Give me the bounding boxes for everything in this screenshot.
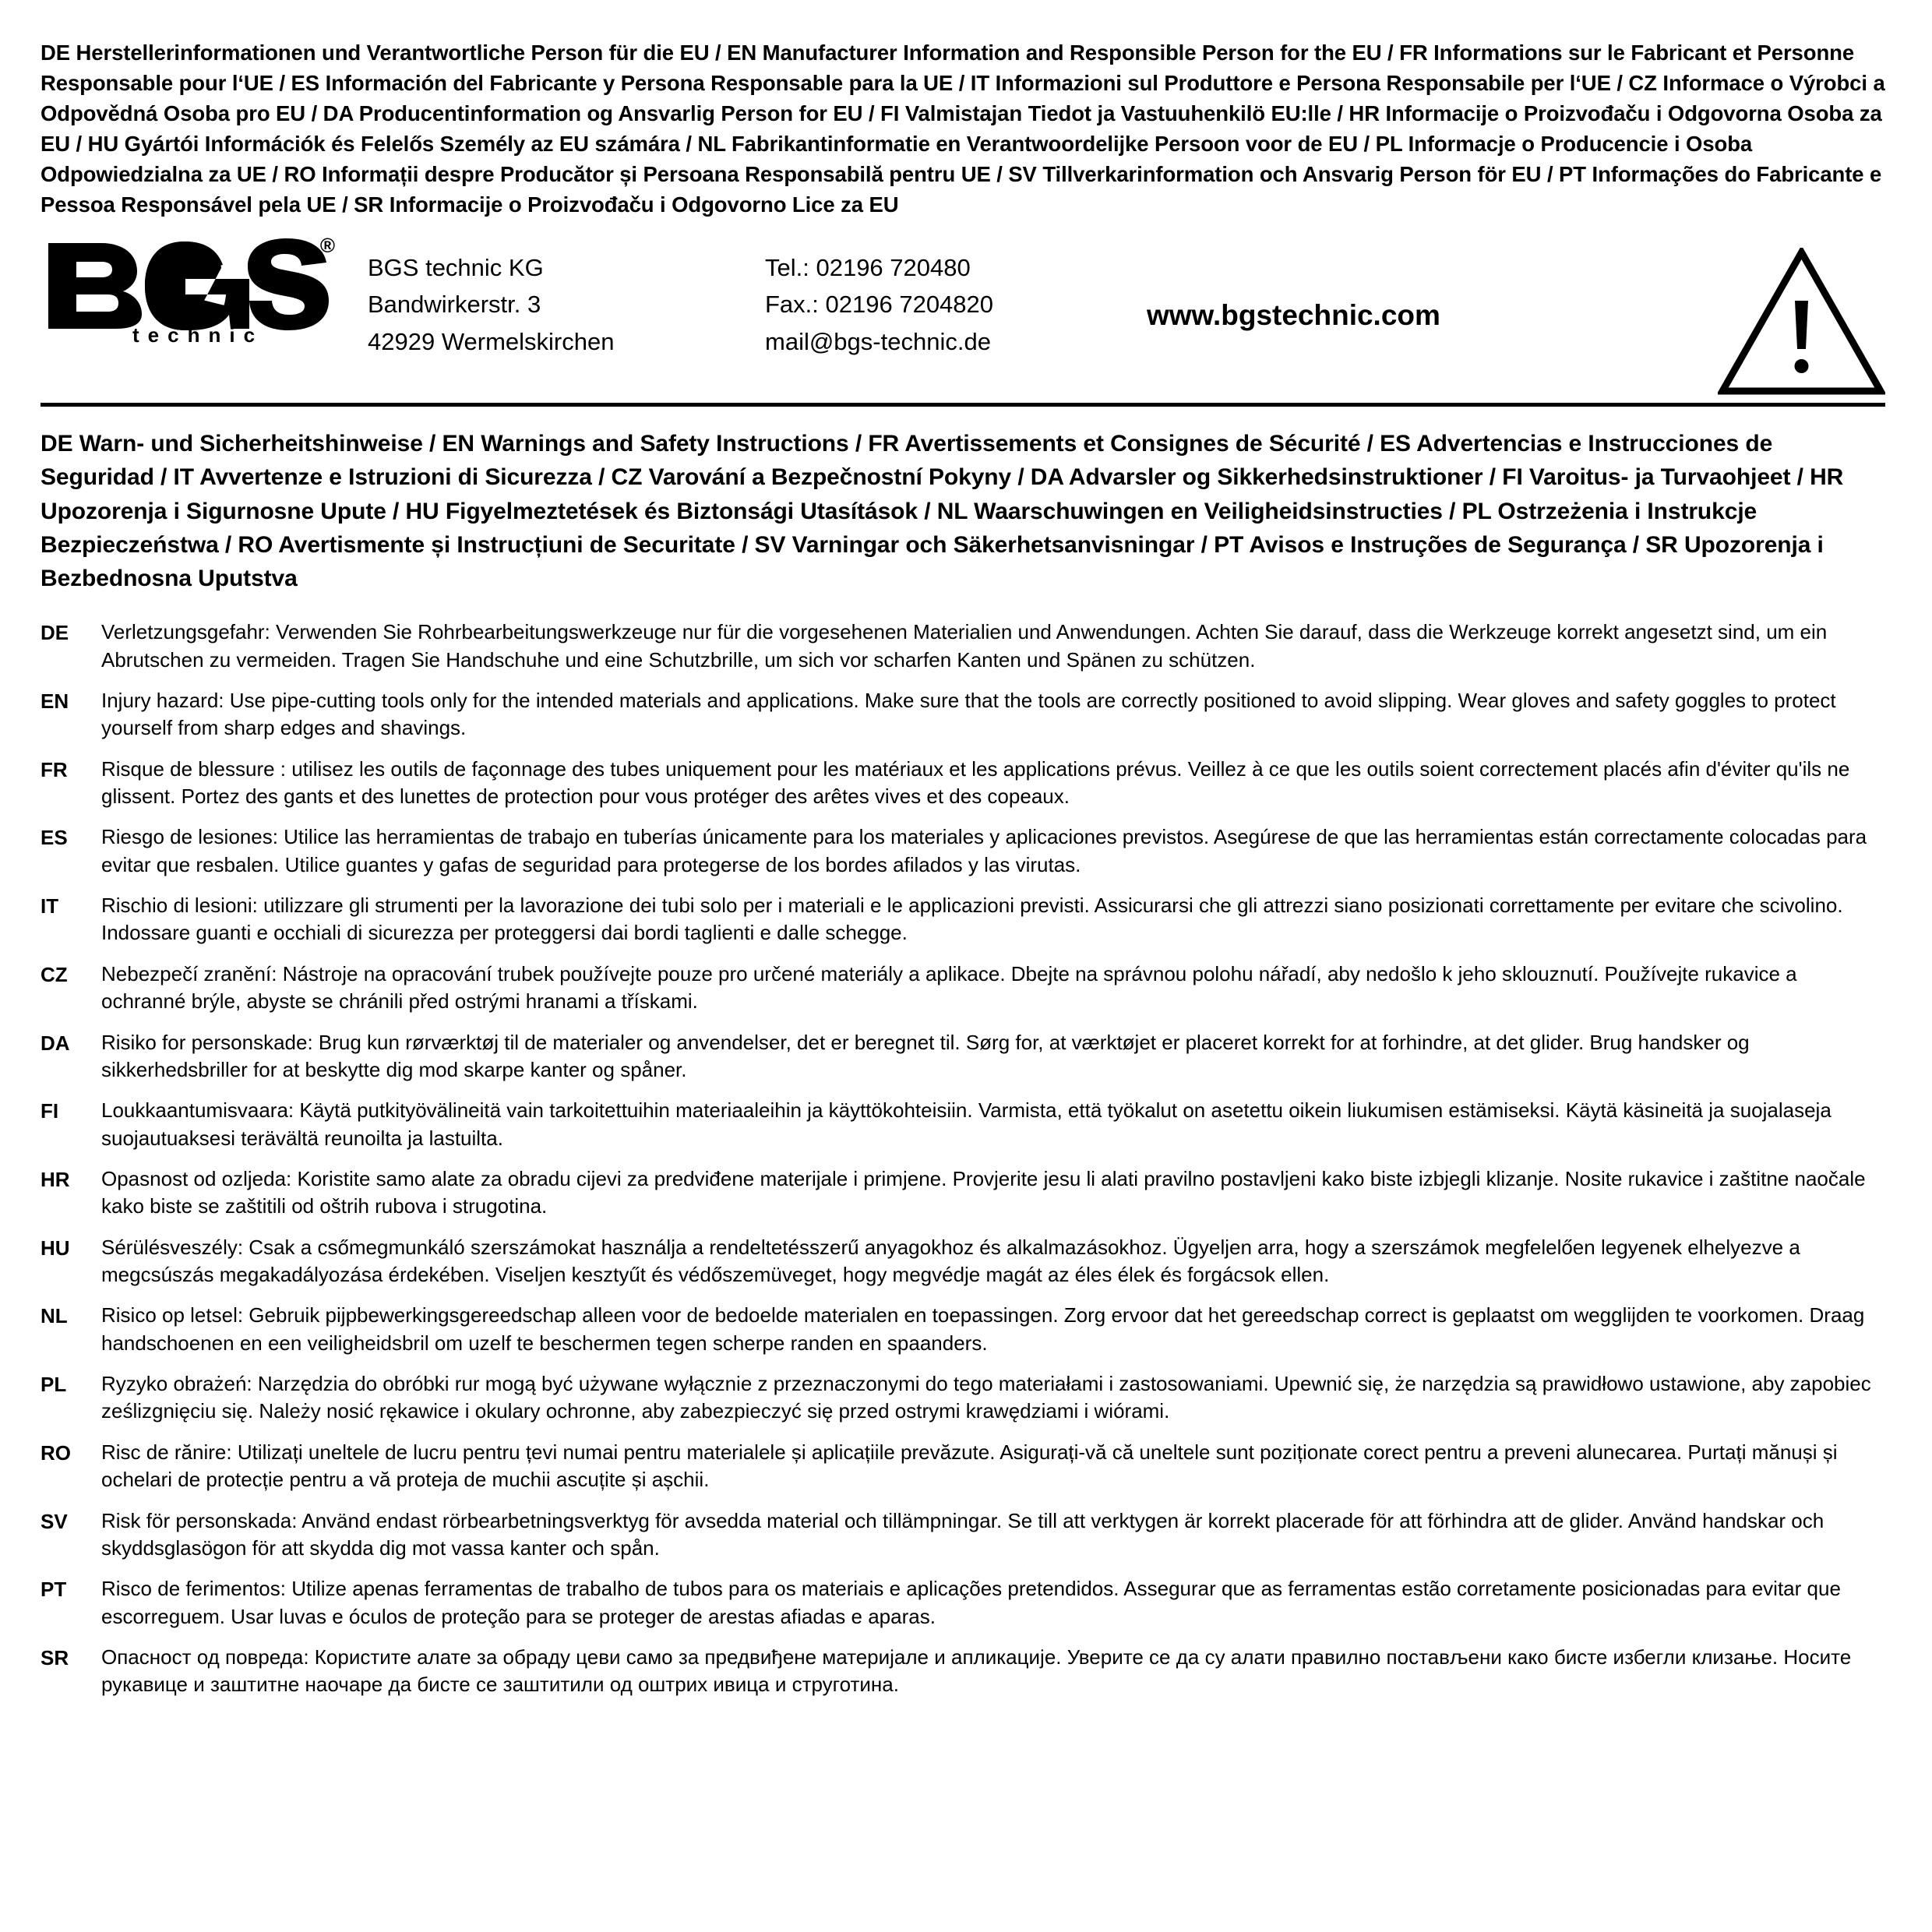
warning-item-pt <box>41 1575 1885 1631</box>
warning-triangle-icon <box>1706 231 1885 396</box>
warning-text: Riesgo de lesiones: Utilice las herramientas de trabajo en tuberías únicamente para los materiales y aplicaciones previstos. Asegúrese de que las herramientas están correctamente colocadas para evitar que resbalen. Utilice guantes y gafas de seguridad para protegerse de los bordes afilados y las virutas. <box>101 825 1867 876</box>
warning-item-hr <box>41 1165 1885 1221</box>
warning-text: Injury hazard: Use pipe-cutting tools only for the intended materials and applications. Make sure that the tools are correctly positioned to avoid slipping. Wear gloves and safety goggles to protect yourself from sharp edges and shavings. <box>101 688 1836 740</box>
language-code: PT <box>41 1578 67 1602</box>
warning-item-pl <box>41 1370 1885 1426</box>
warning-item-da <box>41 1029 1885 1084</box>
language-code: SV <box>41 1509 68 1533</box>
warnings-heading: DE Warn- und Sicherheitshinweise / EN Warnings and Safety Instructions / FR Avertissements et Consignes de Sécurité / ES Advertencias e Instrucciones de Seguridad / IT Avvertenze e Istruzioni di Sicurezza / CZ Varování a Bezpečnostní Pokyny / DA Advarsler og Sikkerhedsinstruktioner / FI Varoitus- ja Turvaohjeet / HR Upozorenja i Sigurnosne Upute / HU Figyelmeztetések és Biztonsági Utasítások / NL Waarschuwingen en Veiligheidsinstructies / PL Ostrzeżenia i Instrukcje Bezpieczeństwa / RO Avertismente și Instrucțiuni de Securitate / SV Varningar och Säkerhetsanvisningar / PT Avisos e Instruções de Segurança / SR Upozorenja i Bezbednosna Uputstva <box>41 431 1844 592</box>
language-code: FR <box>41 757 68 781</box>
company-contact <box>765 231 1123 359</box>
header-divider <box>41 403 1885 407</box>
company-street: Bandwirkerstr. 3 <box>368 291 541 319</box>
manufacturer-info-heading: DE Herstellerinformationen und Verantwortliche Person für die EU / EN Manufacturer Information and Responsible Person for the EU / FR Informations sur le Fabricant et Personne Responsable pour l‘UE / ES Información del Fabricante y Persona Responsable para la UE / IT Informazioni sul Produttore e Persona Responsabile per l‘UE / CZ Informace o Výrobci a Odpovědná Osoba pro EU / DA Producentinformation og Ansvarlig Person for EU / FI Valmistajan Tiedot ja Vastuuhenkilö EU:lle / HR Informacije o Proizvođaču i Odgovorna Osoba za EU / HU Gyártói Információk és Felelős Személy az EU számára / NL Fabrikantinformatie en Verantwoordelijke Persoon voor de EU / PL Informacje o Producencie i Osoba Odpowiedzialna za UE / RO Informații despre Producător și Persoana Responsabilă pentru UE / SV Tillverkarinformation och Ansvarig Person för EU / PT Informações do Fabricante e Pessoa Responsável pela UE / SR Informacije o Proizvođaču i Odgovorno Lice za EU <box>41 41 1885 217</box>
language-code: HU <box>41 1236 70 1260</box>
company-email: mail@bgs-technic.de <box>765 327 991 355</box>
language-code: HR <box>41 1167 70 1191</box>
warning-text: Risk för personskada: Använd endast rörbearbetningsverktyg för avsedda material och tillämpningar. Se till att verktygen är korrekt placerade för att förhindra att de glider. Använd handskar och skyddsglasögon för att skydda dig mot vassa kanter och spån. <box>101 1508 1824 1560</box>
language-code: ES <box>41 826 68 850</box>
company-address <box>368 231 765 359</box>
warning-item-it <box>41 892 1885 947</box>
warning-text: Ryzyko obrażeń: Narzędzia do obróbki rur mogą być używane wyłącznie z przeznaczonymi do tego materiałami i zastosowaniami. Upewnić się, że narzędzia są prawidłowo ustawione, aby zapobiec ześlizgnięciu się. Należy nosić rękawice i okulary ochronne, aby zabezpieczyć się przed ostrymi krawędziami i wiórami. <box>101 1372 1871 1423</box>
language-code: CZ <box>41 962 68 986</box>
language-code: FI <box>41 1099 59 1123</box>
company-info-band <box>41 231 1885 398</box>
company-website: www.bgstechnic.com <box>1147 299 1440 332</box>
warning-text: Opasnost od ozljeda: Koristite samo alate za obradu cijevi za predviđene materijale i primjene. Provjerite jesu li alati pravilno postavljeni kako biste izbjegli klizanje. Nosite rukavice i zaštitne naočale kako biste se zaštitili od oštrih rubova i strugotina. <box>101 1166 1866 1218</box>
warning-item-ro <box>41 1439 1885 1494</box>
warning-text: Risque de blessure : utilisez les outils de façonnage des tubes uniquement pour les matériaux et les applications prévus. Veillez à ce que les outils soient correctement placés afin d'éviter qu'ils ne glissent. Portez des gants et des lunettes de protection pour vous protéger des arêtes vives et des copeaux. <box>101 756 1850 809</box>
warning-text: Risiko for personskade: Brug kun rørværktøj til de materialer og anvendelser, det er beregnet til. Sørg for, at værktøjet er placeret korrekt for at forhindre, at det glider. Brug handsker og sikkerhedsbriller for at beskytte dig mod skarpe kanter og spåner. <box>101 1030 1750 1081</box>
bgs-logo <box>41 231 368 347</box>
warnings-list <box>41 619 1885 1699</box>
language-code: PL <box>41 1373 67 1397</box>
warning-text: Risco de ferimentos: Utilize apenas ferramentas de trabalho de tubos para os materiais e aplicações pretendidos. Assegurar que as ferramentas estão corretamente posicionadas para evitar que escorreguem. Usar luvas e óculos de proteção para se proteger de arestas afiadas e aparas. <box>101 1577 1841 1628</box>
language-code: DE <box>41 621 69 645</box>
language-code: SR <box>41 1646 69 1669</box>
warning-text: Loukkaantumisvaara: Käytä putkityövälineitä vain tarkoitettuihin materiaaleihin ja käyttökohteisiin. Varmista, että työkalut on asetettu oikein liukumisen estämiseksi. Käytä käsineitä ja suojalaseja suojautuaksesi terävältä reunoilta ja lastuilta. <box>101 1098 1832 1150</box>
language-code: EN <box>41 689 69 713</box>
warning-text: Risico op letsel: Gebruik pijpbewerkingsgereedschap alleen voor de bedoelde materialen en toepassingen. Zorg ervoor dat het gereedschap correct is geplaatst om wegglijden te voorkomen. Draag handschoenen en een veiligheidsbril om uzelf te beschermen tegen scherpe randen en spaanders. <box>101 1303 1865 1355</box>
warning-text: Verletzungsgefahr: Verwenden Sie Rohrbearbeitungswerkzeuge nur für die vorgesehenen Materialien und Anwendungen. Achten Sie darauf, dass die Werkzeuge korrekt angesetzt sind, um ein Abrutschen zu vermeiden. Tragen Sie Handschuhe und eine Schutzbrille, um sich vor scharfen Kanten und Spänen zu schützen. <box>101 620 1828 672</box>
warning-item-hu <box>41 1234 1885 1289</box>
warning-text: Sérülésveszély: Csak a csőmegmunkáló szerszámokat használja a rendeltetésszerű anyagokhoz és alkalmazásokhoz. Ügyeljen arra, hogy a szerszámok megfelelően legyenek elhelyezve a megcsúszás megakadályozása érdekében. Viseljen kesztyűt és védőszemüveget, hogy megvédje magát az éles élek és forgácsok ellen. <box>101 1235 1800 1287</box>
warning-item-sr <box>41 1644 1885 1699</box>
warning-item-en <box>41 687 1885 742</box>
language-code: NL <box>41 1304 68 1328</box>
warning-text: Nebezpečí zranění: Nástroje na opracování trubek používejte pouze pro určené materiály a aplikace. Dbejte na správnou polohu nářadí, aby nedošlo k jeho sklouznutí. Používejte rukavice a ochranné brýle, abyste se chránili před ostrými hranami a třískami. <box>101 961 1797 1014</box>
warning-text: Опасност од повреда: Користите алате за обраду цеви само за предвиђене материјале и апликације. Уверите се да су алати правилно постављени како бисте избегли клизање. Носите рукавице и заштитне наочаре да бисте се заштитили од оштрих ивица и струготина. <box>101 1645 1852 1697</box>
language-code: DA <box>41 1031 70 1055</box>
bgs-logo-subtitle: technic <box>132 323 264 347</box>
warning-item-cz <box>41 961 1885 1016</box>
warning-item-es <box>41 823 1885 879</box>
company-name: BGS technic KG <box>368 254 544 282</box>
company-telephone: Tel.: 02196 720480 <box>765 254 971 282</box>
registered-trademark-symbol: ® <box>319 234 335 258</box>
warning-item-fi <box>41 1097 1885 1152</box>
warning-item-de <box>41 619 1885 674</box>
company-fax: Fax.: 02196 7204820 <box>765 291 994 319</box>
warning-item-fr <box>41 756 1885 811</box>
company-city: 42929 Wermelskirchen <box>368 327 615 355</box>
warning-item-sv <box>41 1507 1885 1563</box>
warning-item-nl <box>41 1302 1885 1357</box>
warning-text: Risc de rănire: Utilizați uneltele de lucru pentru țevi numai pentru materialele și aplicațiile prevăzute. Asigurați-vă că uneltele sunt poziționate corect pentru a preveni alunecarea. Purtați mănuși și ochelari de protecție pentru a vă proteja de muchii ascuțite și așchii. <box>101 1440 1838 1492</box>
language-code: RO <box>41 1440 71 1465</box>
language-code: IT <box>41 894 59 918</box>
bgs-logo-icon <box>41 237 352 330</box>
warning-text: Rischio di lesioni: utilizzare gli strumenti per la lavorazione dei tubi solo per i materiali e le applicazioni previsti. Assicurarsi che gli attrezzi siano posizionati correttamente per evitare che scivolino. Indossare guanti e occhiali di sicurezza per proteggersi dai bordi taglienti e dalle schegge. <box>101 894 1843 945</box>
